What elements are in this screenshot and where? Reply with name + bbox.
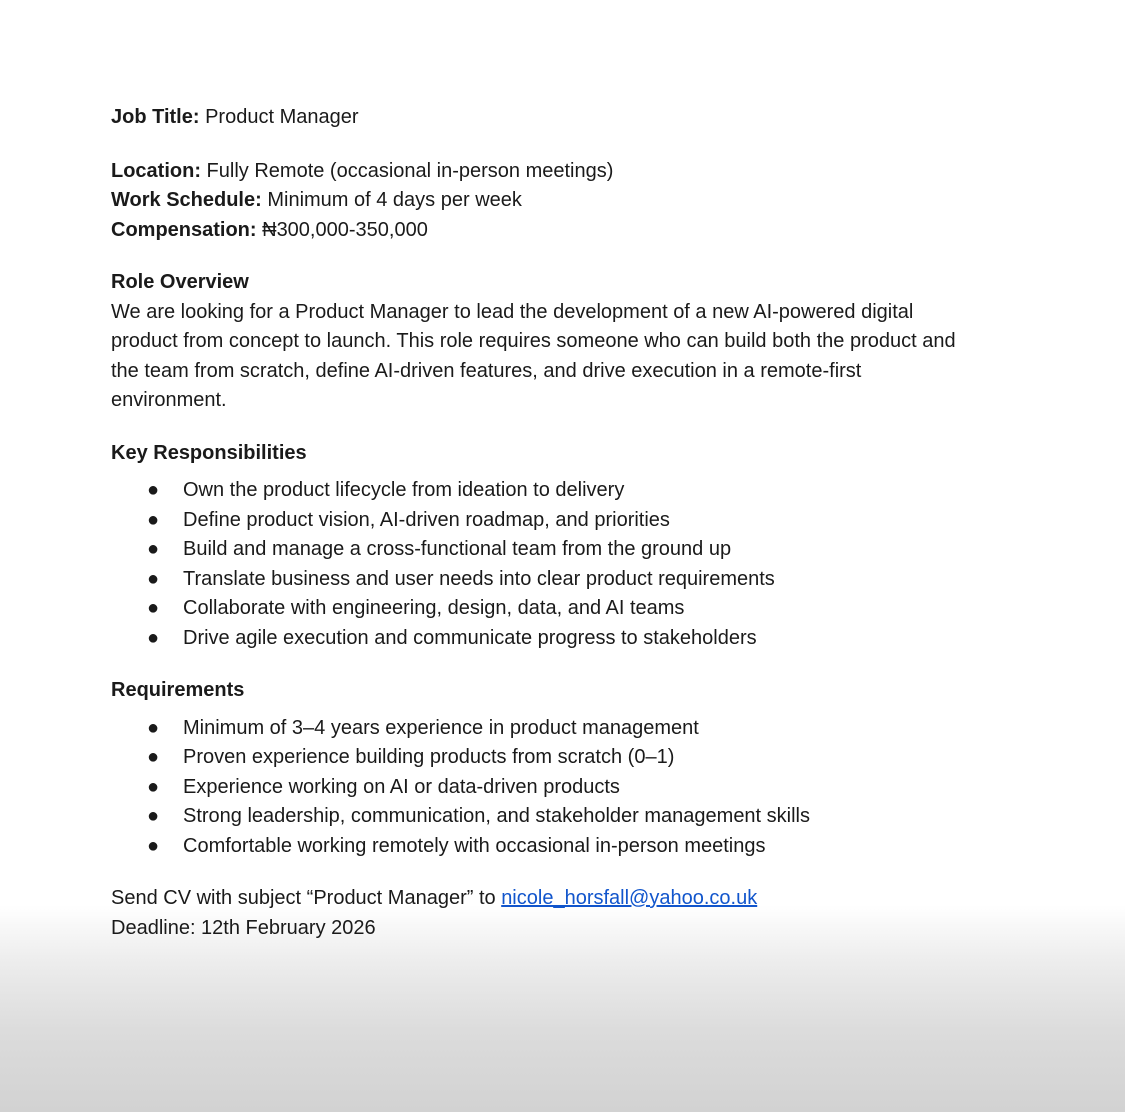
requirements-heading: Requirements xyxy=(111,679,245,701)
job-title-value: Product Manager xyxy=(199,106,359,128)
bullet-icon: ● xyxy=(147,567,160,590)
list-item-text: Strong leadership, communication, and stakeholder management skills xyxy=(183,805,811,827)
bullet-icon: ● xyxy=(147,834,160,857)
application-footer xyxy=(111,884,1071,943)
bullet-icon: ● xyxy=(147,597,160,619)
list-item xyxy=(111,773,1071,803)
bullet-icon: ● xyxy=(147,538,160,560)
role-overview-line: We are looking for a Product Manager to lead the development of a new AI-powered digital xyxy=(111,300,914,323)
list-item xyxy=(111,594,1071,624)
job-title-line xyxy=(111,103,1071,133)
list-item xyxy=(111,565,1071,595)
list-item xyxy=(111,832,1071,862)
role-overview-heading: Role Overview xyxy=(111,271,249,293)
responsibilities-list xyxy=(111,476,1071,653)
bullet-icon: ● xyxy=(147,626,160,649)
list-item-text: Define product vision, AI-driven roadmap, and priorities xyxy=(183,508,670,531)
detail-compensation xyxy=(111,216,1071,246)
list-item-text: Drive agile execution and communicate progress to stakeholders xyxy=(183,626,757,649)
key-responsibilities-section xyxy=(111,439,1071,654)
list-item-text: Translate business and user needs into clear product requirements xyxy=(183,567,775,590)
list-item xyxy=(111,624,1071,654)
detail-label: Compensation: xyxy=(111,218,257,241)
send-cv-line xyxy=(111,884,1071,914)
bullet-icon: ● xyxy=(147,508,160,531)
list-item xyxy=(111,802,1071,832)
list-item xyxy=(111,476,1071,506)
list-item xyxy=(111,506,1071,536)
bullet-icon: ● xyxy=(147,805,160,827)
requirements-section xyxy=(111,676,1071,861)
detail-label: Location: xyxy=(111,159,201,182)
detail-value: Minimum of 4 days per week xyxy=(261,189,522,211)
list-item-text: Minimum of 3–4 years experience in product management xyxy=(183,716,699,739)
deadline-text: Deadline: 12th February 2026 xyxy=(111,916,376,939)
bullet-icon: ● xyxy=(147,479,160,501)
list-item xyxy=(111,535,1071,565)
bullet-icon: ● xyxy=(147,716,160,739)
detail-location xyxy=(111,157,1071,187)
requirements-list xyxy=(111,714,1071,862)
job-details xyxy=(111,157,1071,246)
list-item-text: Build and manage a cross-functional team from the ground up xyxy=(183,538,732,560)
role-overview-line: the team from scratch, define AI-driven features, and drive execution in a remote-first xyxy=(111,359,862,382)
role-overview-section xyxy=(111,268,1071,416)
key-responsibilities-heading: Key Responsibilities xyxy=(111,441,307,464)
job-posting xyxy=(111,103,1071,943)
list-item-text: Proven experience building products from scratch (0–1) xyxy=(183,746,675,768)
send-cv-text: Send CV with subject “Product Manager” to xyxy=(111,887,502,909)
list-item xyxy=(111,714,1071,744)
list-item xyxy=(111,743,1071,773)
bullet-icon: ● xyxy=(147,746,160,768)
detail-label: Work Schedule: xyxy=(111,189,262,211)
detail-value: ₦300,000-350,000 xyxy=(256,218,428,241)
email-link[interactable]: nicole_horsfall@yahoo.co.uk xyxy=(501,887,758,909)
job-title-label: Job Title: xyxy=(111,106,200,128)
detail-value: Fully Remote (occasional in-person meetings) xyxy=(201,159,614,182)
role-overview-line: environment. xyxy=(111,389,227,411)
detail-work-schedule xyxy=(111,186,1071,216)
list-item-text: Comfortable working remotely with occasional in-person meetings xyxy=(183,834,766,857)
role-overview-line: product from concept to launch. This role requires someone who can build both the product and xyxy=(111,330,956,352)
list-item-text: Collaborate with engineering, design, data, and AI teams xyxy=(183,597,685,619)
bullet-icon: ● xyxy=(147,775,160,798)
list-item-text: Experience working on AI or data-driven products xyxy=(183,775,620,798)
list-item-text: Own the product lifecycle from ideation to delivery xyxy=(183,479,625,501)
